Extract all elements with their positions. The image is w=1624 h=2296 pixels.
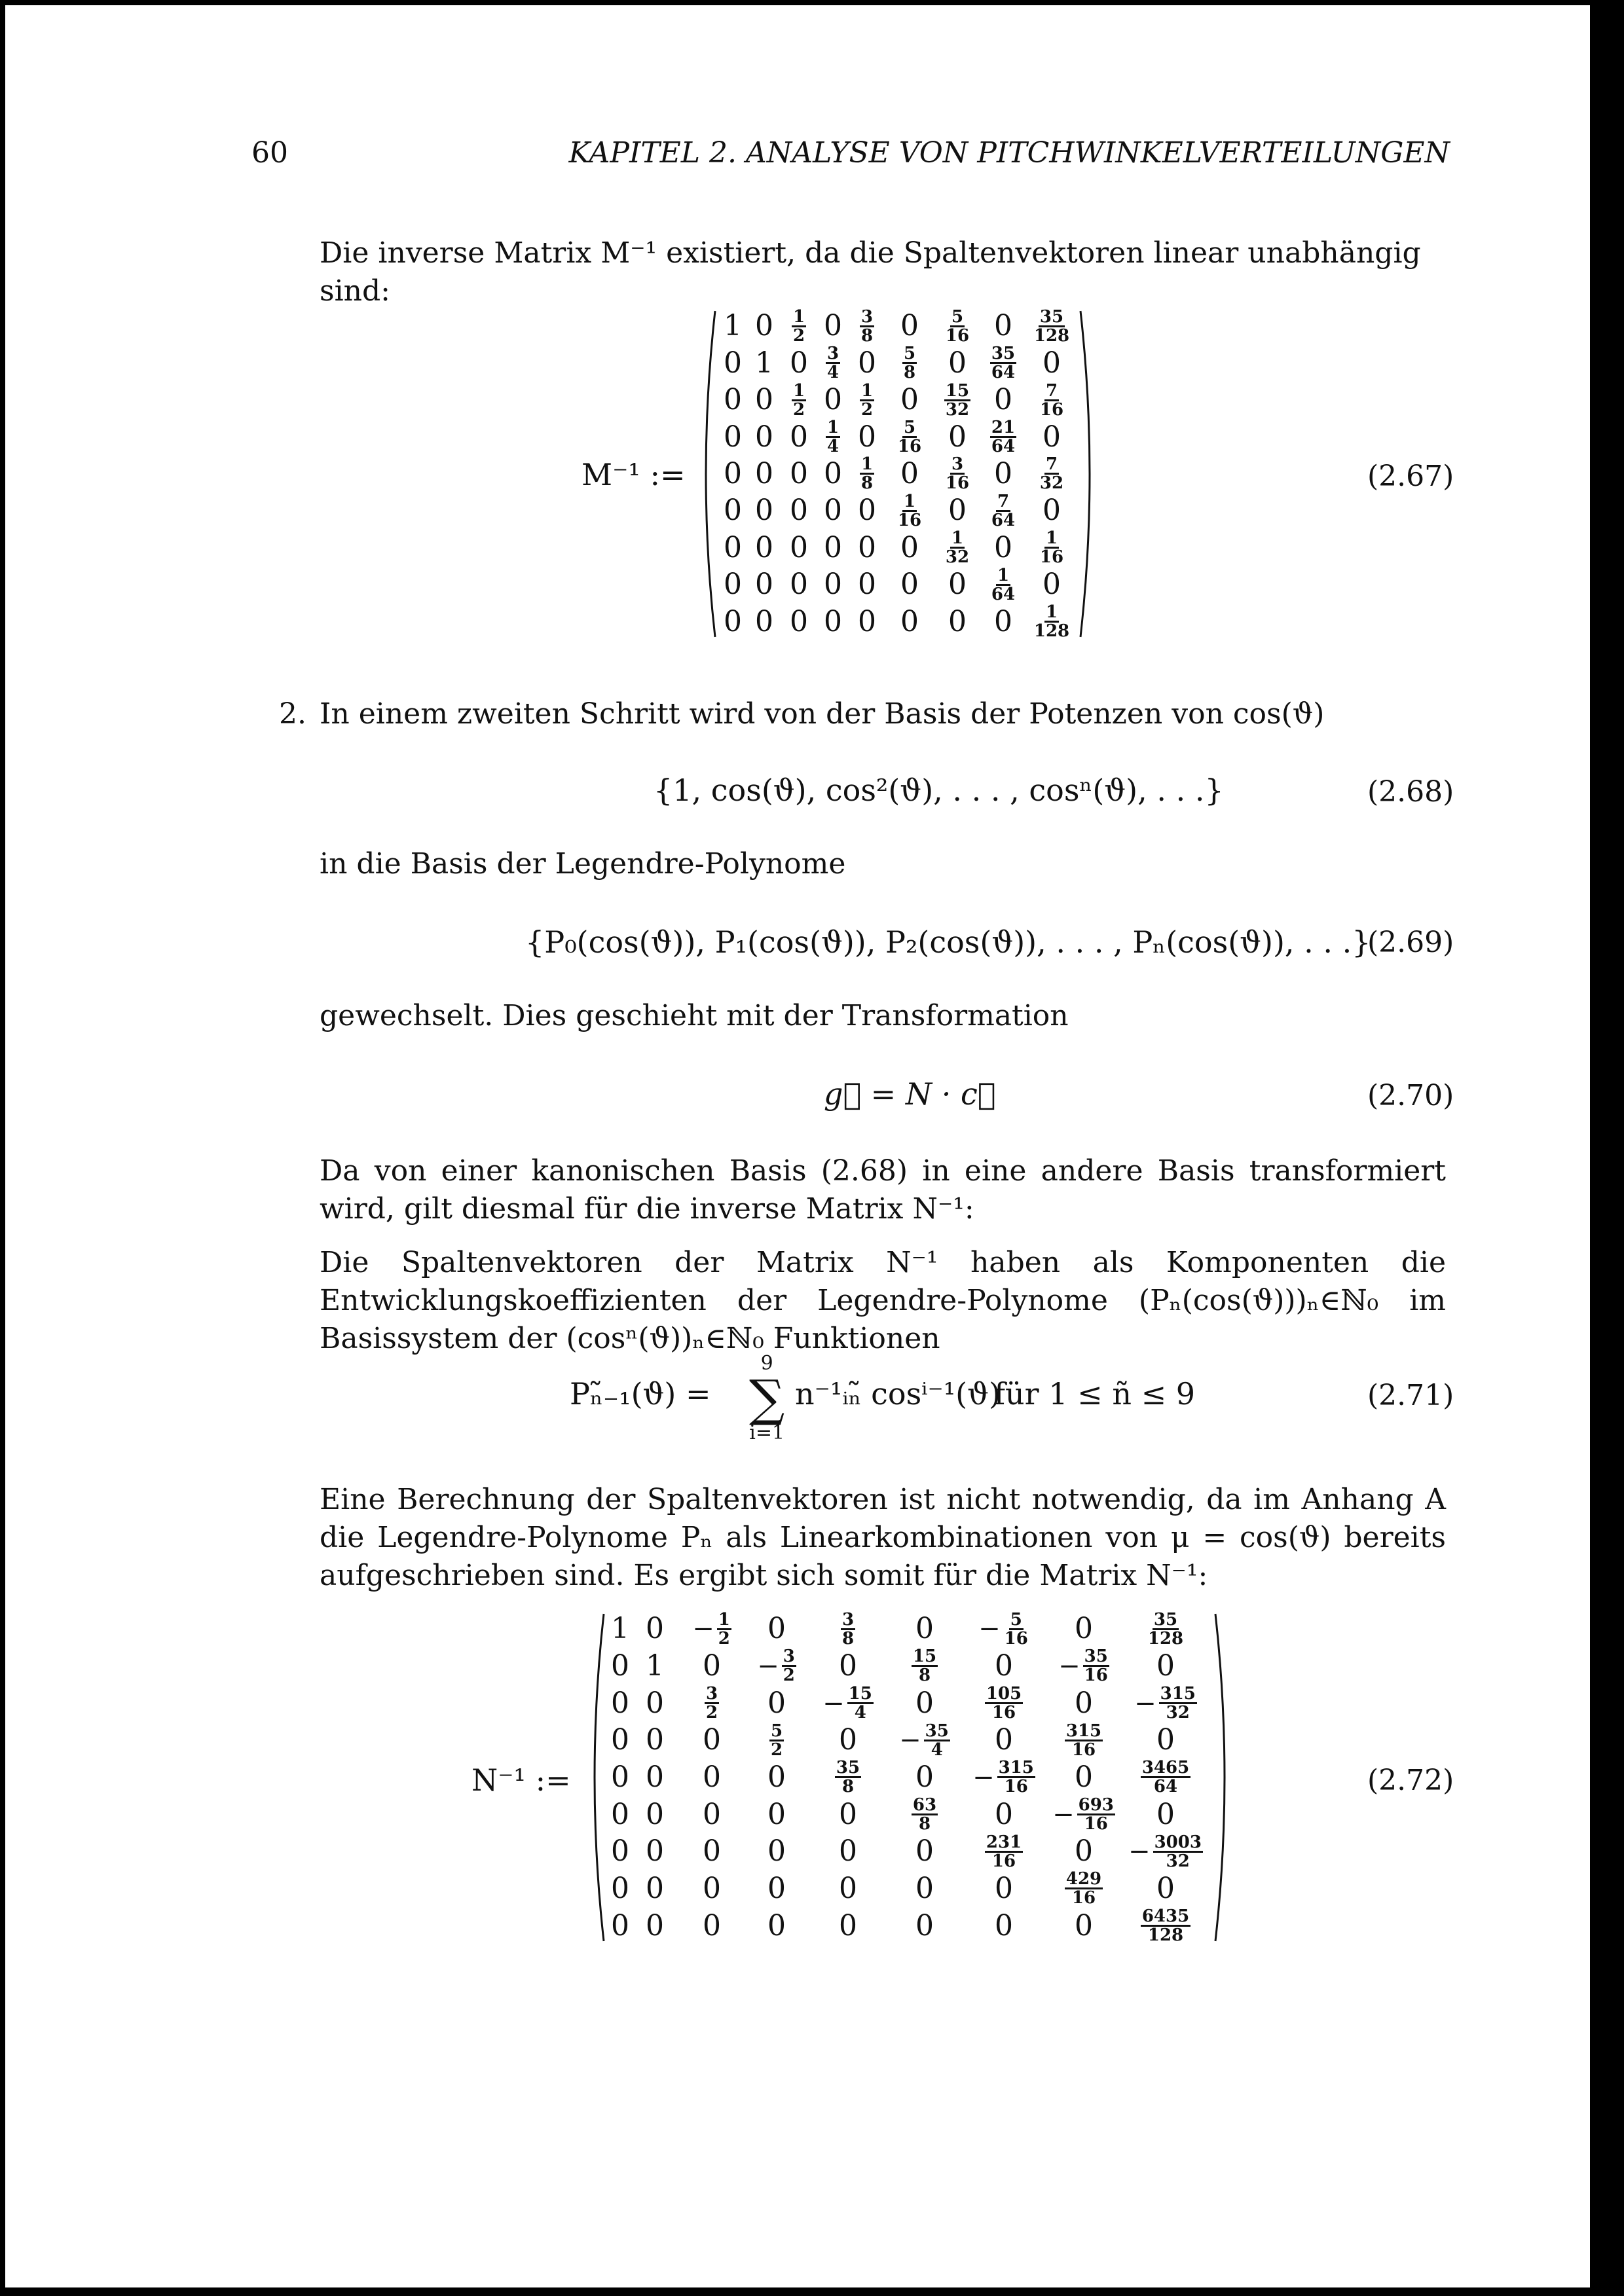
matrix-row [608,1648,1211,1685]
matrix-cell: 0 [858,568,876,602]
matrix-cell: 0 [915,1871,934,1905]
matrix-row [608,1870,1211,1908]
matrix-cell: 0 [646,1834,664,1868]
matrix-cell: 0 [948,568,967,602]
matrix-cell: − $\frac{693}{16}$ [1052,1795,1114,1834]
matrix-cell: 0 [646,1871,664,1905]
eq-267-lhs: M⁻¹ := [581,457,686,492]
matrix-cell: $\frac{105}{16}$ [986,1684,1022,1723]
matrix-cell: $\frac{3}{16}$ [945,454,970,494]
matrix-cell: 0 [1075,1612,1093,1646]
matrix-cell: 0 [755,604,773,638]
matrix-cell: $\frac{7}{32}$ [1039,454,1064,494]
matrix-cell: 0 [724,456,742,490]
paragraph-gewechselt: gewechselt. Dies geschieht mit der Transformation [320,999,1069,1032]
matrix-cell: 0 [1043,420,1061,454]
matrix-cell: 0 [703,1797,721,1831]
paragraph-m-intro: Die inverse Matrix M⁻¹ existiert, da die Spaltenvektoren linear unabhängig sind: [320,236,1421,308]
matrix-cell: 0 [915,1834,934,1868]
matrix-cell: $\frac{1}{2}$ [860,380,874,420]
matrix-cell: − $\frac{3003}{32}$ [1128,1832,1202,1871]
matrix-cell: 0 [994,456,1012,490]
matrix-cell: 0 [839,1834,857,1868]
matrix-cell: 0 [703,1834,721,1868]
matrix-row [719,456,1077,492]
matrix-cell: 0 [915,1686,934,1720]
matrix-cell: $\frac{1}{4}$ [826,418,840,457]
matrix-cell: $\frac{35}{8}$ [836,1758,860,1797]
matrix-cell: 0 [995,1649,1013,1683]
matrix-cell: 0 [995,1723,1013,1757]
matrix-cell: − $\frac{35}{16}$ [1058,1647,1108,1686]
matrix-cell: $\frac{3465}{64}$ [1141,1758,1190,1797]
matrix-cell: − $\frac{315}{32}$ [1134,1684,1196,1723]
matrix-cell: − $\frac{1}{2}$ [692,1609,730,1649]
matrix-row [719,308,1077,344]
matrix-cell: 0 [1075,1908,1093,1942]
matrix-cell: 0 [948,346,967,380]
eq-271-lhs: Pₙ̃₋₁(ϑ) = [570,1376,711,1412]
matrix-cell: 0 [611,1760,629,1794]
eq-271-summand: n⁻¹ᵢₙ̃ cosⁱ⁻¹(ϑ) [795,1376,1001,1412]
matrix-cell: 0 [611,1686,629,1720]
matrix-cell: 0 [703,1723,721,1757]
matrix-cell: $\frac{3}{2}$ [705,1684,718,1723]
list-item-marker: 2. [279,697,306,731]
matrix-cell: 0 [767,1908,786,1942]
matrix-cell: $\frac{1}{64}$ [991,565,1016,604]
matrix-cell: $\frac{315}{16}$ [1065,1721,1102,1760]
matrix-cell: 0 [1156,1649,1175,1683]
matrix-cell: $\frac{15}{32}$ [945,380,970,420]
matrix-cell: 0 [858,346,876,380]
matrix-cell: $\frac{7}{16}$ [1039,380,1064,420]
matrix-row [719,344,1077,381]
matrix-cell: 0 [724,420,742,454]
matrix-cell: 0 [824,309,842,343]
matrix-cell: 0 [839,1871,857,1905]
matrix-cell: 0 [824,568,842,602]
matrix-cell: $\frac{5}{16}$ [897,418,922,457]
matrix-cell: 0 [1043,568,1061,602]
matrix-cell: 0 [1043,494,1061,528]
matrix-cell: 0 [900,568,919,602]
matrix-cell: 0 [767,1797,786,1831]
matrix-cell: $\frac{3}{8}$ [860,306,874,346]
eq-270-number: (2.70) [1367,1079,1454,1112]
page-number: 60 [251,136,288,170]
matrix-cell: 0 [995,1797,1013,1831]
matrix-cell: 0 [995,1871,1013,1905]
eq-271-condition: für 1 ≤ ñ ≤ 9 [994,1376,1195,1412]
matrix-cell: 0 [724,383,742,417]
matrix-cell: 0 [790,530,808,564]
matrix-cell: 0 [703,1908,721,1942]
matrix-cell: 1 [724,309,742,343]
matrix-row [719,530,1077,566]
matrix-row [719,382,1077,418]
matrix-cell: 0 [790,346,808,380]
matrix-cell: $\frac{1}{16}$ [897,491,922,530]
eq-271-number: (2.71) [1367,1379,1454,1412]
matrix-cell: $\frac{3}{4}$ [826,344,840,383]
matrix-cell: 0 [790,456,808,490]
matrix-right-paren [1077,308,1103,640]
sum-sign: ∑ [749,1369,785,1427]
matrix-cell: 0 [948,604,967,638]
matrix-row [608,1611,1211,1648]
matrix-cell: 0 [994,383,1012,417]
matrix-right-paren [1211,1611,1238,1944]
sum-operator [749,1353,784,1444]
matrix-cell: 0 [767,1871,786,1905]
matrix-cell: 0 [994,309,1012,343]
matrix-cell: 0 [900,604,919,638]
list-item-text: In einem zweiten Schritt wird von der Basis der Potenzen von cos(ϑ) [320,697,1325,731]
matrix-row [608,1722,1211,1759]
paragraph-da: Da von einer kanonischen Basis (2.68) in eine andere Basis transformiert wird, gilt diesmal für die inverse Matrix N⁻¹: [320,1154,1446,1226]
matrix-cell: 0 [755,383,773,417]
matrix-cell: 0 [858,530,876,564]
matrix-cell: 0 [724,604,742,638]
matrix-cell: 0 [900,530,919,564]
matrix-left-paren [693,308,719,640]
matrix-cell: 0 [611,1834,629,1868]
matrix-cell: 0 [858,494,876,528]
matrix-cell: 0 [994,530,1012,564]
eq-269: {P₀(cos(ϑ)), P₁(cos(ϑ)), P₂(cos(ϑ)), . . . , Pₙ(cos(ϑ)), . . .} [525,924,1371,960]
eq-272-number: (2.72) [1367,1764,1454,1797]
matrix-cell: $\frac{7}{64}$ [991,491,1016,530]
matrix-cell: 0 [755,568,773,602]
matrix-cell: 0 [755,309,773,343]
matrix-cell: − $\frac{5}{16}$ [978,1609,1028,1649]
matrix-cell: 0 [1075,1834,1093,1868]
matrix-left-paren [581,1611,608,1944]
matrix-cell: 0 [755,530,773,564]
matrix-cell: 0 [703,1871,721,1905]
matrix-cell: 0 [724,530,742,564]
matrix-cell: $\frac{1}{2}$ [792,306,805,346]
matrix-row [608,1685,1211,1722]
matrix-cell: 0 [839,1649,857,1683]
matrix-cell: − $\frac{15}{4}$ [822,1684,872,1723]
matrix-row [608,1833,1211,1870]
matrix-cell: 0 [824,604,842,638]
eq-270: g⃗ = N · c⃗ [824,1076,996,1112]
matrix-cell: 0 [611,1649,629,1683]
matrix-cell: 0 [611,1871,629,1905]
matrix-cell: 0 [767,1834,786,1868]
matrix-cell: 0 [790,420,808,454]
paragraph-berechnung: Eine Berechnung der Spaltenvektoren ist nicht notwendig, da im Anhang A die Legendre-Polynome Pₙ als Linearkombinationen von μ = cos(ϑ) bereits aufgeschrieben sind. Es ergibt sich somit für die Matrix N⁻¹: [320,1483,1446,1592]
eq-272-lhs: N⁻¹ := [471,1762,571,1798]
matrix-cell: 0 [948,420,967,454]
matrix-cell: 0 [839,1723,857,1757]
matrix-cell: 0 [1075,1760,1093,1794]
matrix-row [719,604,1077,641]
matrix-m-body [719,308,1077,640]
matrix-row [719,418,1077,455]
paragraph-legendre: in die Basis der Legendre-Polynome [320,847,846,881]
matrix-cell: − $\frac{35}{4}$ [899,1721,949,1760]
matrix-cell: 1 [755,346,773,380]
matrix-cell: 0 [858,420,876,454]
matrix-cell: 0 [915,1612,934,1646]
matrix-cell: 0 [824,383,842,417]
matrix-cell: 0 [915,1908,934,1942]
sum-upper-limit: 9 [760,1352,773,1375]
matrix-cell: $\frac{35}{128}$ [1147,1609,1184,1649]
matrix-cell: − $\frac{3}{2}$ [757,1647,795,1686]
matrix-cell: $\frac{3}{8}$ [841,1609,855,1649]
matrix-cell: 1 [611,1612,629,1646]
running-title: KAPITEL 2. ANALYSE VON PITCHWINKELVERTEILUNGEN [568,136,1450,170]
matrix-cell: 0 [824,494,842,528]
matrix-row [719,566,1077,603]
matrix-row [608,1796,1211,1833]
matrix-cell: $\frac{5}{8}$ [903,344,916,383]
matrix-m-inverse [693,308,1103,640]
matrix-cell: 0 [611,1723,629,1757]
matrix-cell: 0 [839,1797,857,1831]
matrix-cell: 0 [755,420,773,454]
matrix-cell: 0 [995,1908,1013,1942]
matrix-row [608,1759,1211,1796]
matrix-n-inverse [581,1611,1238,1944]
eq-269-number: (2.69) [1367,926,1454,959]
matrix-cell: 0 [1156,1871,1175,1905]
matrix-cell: $\frac{6435}{128}$ [1141,1906,1190,1946]
matrix-cell: $\frac{21}{64}$ [991,418,1016,457]
matrix-cell: 0 [755,456,773,490]
matrix-cell: $\frac{35}{128}$ [1033,306,1070,346]
eq-268: {1, cos(ϑ), cos²(ϑ), . . . , cosⁿ(ϑ), . . .} [654,773,1224,808]
matrix-cell: 0 [900,383,919,417]
eq-267-number: (2.67) [1367,460,1454,493]
matrix-cell: $\frac{1}{32}$ [945,528,970,568]
matrix-cell: 0 [790,604,808,638]
matrix-cell: $\frac{1}{2}$ [792,380,805,420]
matrix-cell: 0 [1156,1797,1175,1831]
matrix-cell: 0 [915,1760,934,1794]
matrix-row [608,1907,1211,1944]
matrix-n-body [608,1611,1211,1944]
matrix-cell: 0 [900,309,919,343]
matrix-cell: 0 [1075,1686,1093,1720]
matrix-cell: 0 [611,1797,629,1831]
matrix-cell: 0 [646,1686,664,1720]
matrix-cell: − $\frac{315}{16}$ [972,1758,1034,1797]
sum-lower-limit: i=1 [749,1421,785,1444]
matrix-cell: $\frac{5}{2}$ [770,1721,783,1760]
paragraph-spalten: Die Spaltenvektoren der Matrix N⁻¹ haben als Komponenten die Entwicklungskoeffizienten der Legendre-Polynome (Pₙ(cos(ϑ)))ₙ∈ℕ₀ im Basissystem der (cosⁿ(ϑ))ₙ∈ℕ₀ Funktionen [320,1246,1446,1355]
matrix-cell: 0 [858,604,876,638]
matrix-cell: 0 [767,1760,786,1794]
matrix-cell: 0 [646,1760,664,1794]
matrix-cell: 0 [724,568,742,602]
matrix-cell: $\frac{429}{16}$ [1065,1869,1102,1908]
matrix-cell: 0 [646,1723,664,1757]
matrix-cell: 0 [994,604,1012,638]
matrix-cell: 0 [724,346,742,380]
matrix-cell: 0 [790,568,808,602]
matrix-cell: 0 [703,1649,721,1683]
matrix-cell: 0 [824,456,842,490]
matrix-cell: 0 [646,1908,664,1942]
matrix-cell: 0 [1156,1723,1175,1757]
matrix-cell: 0 [824,530,842,564]
matrix-cell: 0 [767,1612,786,1646]
matrix-cell: 0 [724,494,742,528]
matrix-cell: 0 [755,494,773,528]
matrix-cell: $\frac{15}{8}$ [912,1647,937,1686]
matrix-cell: $\frac{231}{16}$ [986,1832,1022,1871]
eq-268-number: (2.68) [1367,775,1454,809]
matrix-cell: 0 [839,1908,857,1942]
matrix-cell: 0 [703,1760,721,1794]
matrix-cell: 0 [948,494,967,528]
matrix-cell: $\frac{1}{8}$ [860,454,874,494]
matrix-cell: $\frac{1}{16}$ [1039,528,1064,568]
matrix-cell: $\frac{1}{128}$ [1033,602,1070,642]
matrix-cell: $\frac{35}{64}$ [991,344,1016,383]
matrix-cell: 0 [646,1612,664,1646]
matrix-cell: 1 [646,1649,664,1683]
matrix-cell: 0 [790,494,808,528]
matrix-cell: 0 [767,1686,786,1720]
matrix-cell: 0 [1043,346,1061,380]
matrix-cell: $\frac{5}{16}$ [945,306,970,346]
matrix-cell: 0 [900,456,919,490]
document-page [5,5,1590,2287]
matrix-cell: 0 [646,1797,664,1831]
matrix-row [719,492,1077,529]
matrix-cell: $\frac{63}{8}$ [912,1795,937,1834]
matrix-cell: 0 [611,1908,629,1942]
